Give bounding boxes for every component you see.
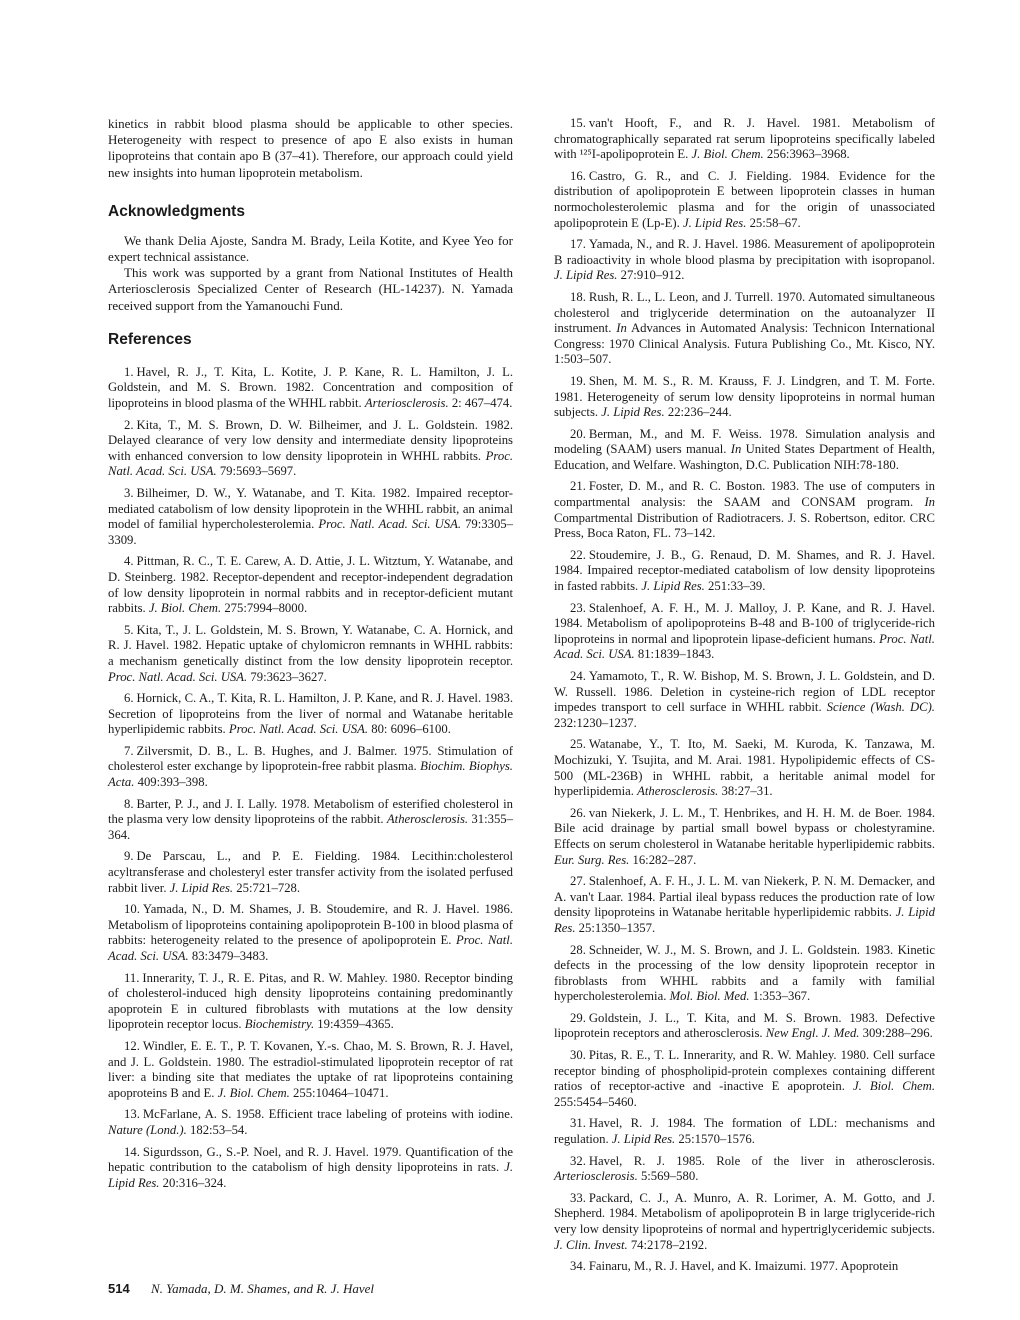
left-column — [108, 116, 513, 1197]
reference-item — [108, 1145, 513, 1192]
reference-text: Watanabe, Y., T. Ito, M. Saeki, M. Kuroda, K. Tanzawa, M. Mochizuki, Y. Tsujita, and M. Arai. 1981. Hypolipidemic effects of CS-500 (ML-236B) in WHHL rabbit, a heritable animal model for hyperlipidemia. — [554, 737, 935, 799]
reference-number: 16. — [570, 168, 586, 183]
reference-number: 12. — [124, 1038, 140, 1053]
reference-journal: Proc. Natl. Acad. Sci. USA. — [554, 631, 935, 662]
acknowledgments-paragraph-2: This work was supported by a grant from National Institutes of Health Arteriosclerosis Specialized Center of Research (HL-14237). N. Yamada received support from the Yamanouchi Fund. — [108, 265, 513, 313]
reference-number: 25. — [570, 737, 586, 752]
reference-journal: Proc. Natl. Acad. Sci. USA. — [108, 933, 513, 964]
reference-journal: Atherosclerosis. — [386, 812, 469, 827]
reference-citation: 19:4359–4365. — [317, 1017, 394, 1032]
reference-citation: 80: 6096–6100. — [371, 722, 451, 737]
running-authors: N. Yamada, D. M. Shames, and R. J. Havel — [150, 1281, 374, 1296]
reference-journal: New Engl. J. Med. — [765, 1026, 860, 1041]
reference-number: 19. — [570, 373, 586, 388]
reference-citation: 25:58–67. — [749, 215, 801, 230]
reference-number: 6. — [124, 691, 134, 706]
reference-number: 17. — [570, 237, 586, 252]
reference-citation: 256:3963–3968. — [766, 147, 850, 162]
reference-text: De Parscau, L., and P. E. Fielding. 1984. Lecithin:cholesterol acyltransferase and cholesteryl ester transfer activity from the isolated perfused rabbit liver. — [108, 849, 513, 895]
reference-text: Stoudemire, J. B., G. Renaud, D. M. Shames, and R. J. Havel. 1984. Impaired receptor-mediated catabolism of low density lipoproteins in fasted rabbits. — [554, 547, 935, 594]
reference-text: Fainaru, M., R. J. Havel, and K. Imaizumi. 1977. Apoprotein — [588, 1259, 899, 1274]
reference-number: 23. — [570, 600, 586, 615]
reference-text: Windler, E. E. T., P. T. Kovanen, Y.-s. Chao, M. S. Brown, R. J. Havel, and J. L. Goldstein. 1980. The estradiol-stimulated lipoprotein receptor of rat liver: a binding site that mediates the uptake of rat lipoproteins containing apoproteins B and E. — [108, 1038, 513, 1100]
reference-journal: Arteriosclerosis. — [364, 396, 449, 411]
reference-item — [554, 1259, 935, 1275]
reference-journal: Science (Wash. DC). — [826, 700, 935, 715]
reference-item — [108, 744, 513, 791]
reference-text: Goldstein, J. L., T. Kita, and M. S. Brown. 1983. Defective lipoprotein receptors and atherosclerosis. — [554, 1010, 935, 1041]
reference-text: Innerarity, T. J., R. E. Pitas, and R. W. Mahley. 1980. Receptor binding of cholesterol-induced high density lipoproteins containing predominantly apoprotein E in cultured fibroblasts with mutations at the low density lipoprotein receptor locus. — [108, 970, 513, 1032]
references-list-right — [554, 116, 935, 1275]
reference-item — [554, 806, 935, 868]
reference-number: 5. — [124, 622, 134, 637]
reference-number: 29. — [570, 1010, 586, 1025]
reference-number: 21. — [570, 479, 586, 494]
intro-paragraph: kinetics in rabbit blood plasma should be applicable to other species. Heterogeneity with respect to presence of apo E also exists in human lipoproteins that contain apo B (37–41). Therefore, our approach could yield new insights into human lipoprotein metabolism. — [108, 116, 513, 180]
reference-citation: 25:1570–1576. — [678, 1132, 755, 1147]
reference-citation: 79:3623–3627. — [250, 669, 327, 684]
reference-item — [108, 691, 513, 738]
reference-number: 26. — [570, 805, 586, 820]
reference-text: Havel, R. J. 1985. Role of the liver in atherosclerosis. — [588, 1153, 935, 1168]
reference-citation: 27:910–912. — [620, 268, 685, 283]
reference-item — [108, 365, 513, 412]
reference-item — [108, 797, 513, 844]
reference-item — [554, 290, 935, 368]
reference-citation: 20:316–324. — [162, 1175, 227, 1190]
reference-citation: 1:353–367. — [752, 989, 811, 1004]
reference-citation: 251:33–39. — [708, 579, 766, 594]
reference-item — [108, 623, 513, 685]
reference-item — [108, 849, 513, 896]
reference-citation: 5:569–580. — [640, 1169, 699, 1184]
reference-journal: J. Lipid Res. — [601, 405, 665, 420]
reference-text: van't Hooft, F., and R. J. Havel. 1981. Metabolism of chromatographically separated rat serum lipoproteins specifically labeled with ¹²⁵I-apolipoprotein E. — [554, 116, 935, 162]
reference-text: Kita, T., J. L. Goldstein, M. S. Brown, Y. Watanabe, C. A. Hornick, and R. J. Havel. 1982. Hepatic uptake of chylomicron remnants in WHHL rabbits: a mechanism genetically distinct from the low density lipoprotein receptor. — [108, 622, 513, 668]
reference-number: 20. — [570, 426, 586, 441]
reference-item — [108, 486, 513, 548]
reference-citation: 25:721–728. — [236, 880, 301, 895]
reference-text: Berman, M., and M. F. Weiss. 1978. Simulation analysis and modeling (SAAM) users manual. — [554, 426, 935, 457]
reference-text: Yamada, N., D. M. Shames, J. B. Stoudemire, and R. J. Havel. 1986. Metabolism of lipoproteins containing apolipoprotein B-100 in blood plasma of rabbits: heterogeneity related to the presence of apolipoprotein E. — [108, 902, 513, 948]
reference-journal: J. Lipid Res. — [108, 1160, 513, 1190]
reference-journal: J. Biol. Chem. — [691, 147, 764, 162]
reference-item — [108, 971, 513, 1033]
reference-journal: In — [616, 321, 627, 336]
acknowledgments-paragraph-1: We thank Delia Ajoste, Sandra M. Brady, Leila Kotite, and Kyee Yeo for expert technical assistance. — [108, 232, 513, 265]
reference-text: Stalenhoef, A. F. H., M. J. Malloy, J. P. Kane, and R. J. Havel. 1984. Metabolism of apolipoproteins B-48 and B-100 of triglyceride-rich lipoproteins in normal and lipoprotein lipase-deficient humans. — [554, 600, 935, 646]
reference-number: 2. — [124, 417, 134, 432]
reference-number: 8. — [124, 796, 134, 811]
reference-item — [554, 1116, 935, 1147]
reference-item — [554, 943, 935, 1005]
reference-journal: J. Lipid Res. — [641, 579, 705, 594]
reference-number: 31. — [570, 1116, 586, 1131]
reference-journal: J. Lipid Res. — [611, 1132, 676, 1147]
reference-text: Sigurdsson, G., S.-P. Noel, and R. J. Havel. 1979. Quantification of the hepatic contribution to the catabolism of high density lipoproteins in rats. — [108, 1144, 513, 1175]
reference-journal: Biochim. Biophys. Acta. — [108, 759, 513, 790]
reference-citation: 16:282–287. — [632, 852, 697, 867]
reference-number: 7. — [124, 743, 134, 758]
reference-text: Pittman, R. C., T. E. Carew, A. D. Attie, J. L. Witztum, Y. Watanabe, and D. Steinberg. 1982. Receptor-dependent and receptor-independent degradation of low density lipoprotein in normal rabbits and in receptor-deficient mutant rabbits. — [108, 554, 513, 616]
reference-number: 28. — [570, 942, 586, 957]
reference-item — [554, 237, 935, 284]
reference-citation: United States Department of Health, Education, and Welfare. Washington, D.C. Publication NIH:78-180. — [554, 442, 935, 472]
reference-item — [108, 1107, 513, 1138]
reference-text: Rush, R. L., L. Leon, and J. Turrell. 1970. Automated simultaneous cholesterol and triglyceride determination on the autoanalyzer II instrument. — [554, 289, 935, 336]
acknowledgments-heading: Acknowledgments — [108, 202, 245, 220]
reference-item — [554, 669, 935, 731]
reference-citation: 79:5693–5697. — [219, 464, 297, 479]
reference-text: Pitas, R. E., T. L. Innerarity, and R. W. Mahley. 1980. Cell surface receptor binding of phospholipid-protein complexes containing different ratios of receptor-active and -inactive E apoprotein. — [554, 1048, 935, 1094]
reference-citation: 25:1350–1357. — [578, 920, 656, 935]
reference-text: Havel, R. J., T. Kita, L. Kotite, J. P. Kane, R. L. Hamilton, J. L. Goldstein, and M. S. Brown. 1982. Concentration and composition of lipoproteins in blood plasma of the WHHL rabbit. — [108, 364, 513, 411]
reference-citation: 409:393–398. — [137, 775, 208, 790]
reference-number: 11. — [124, 970, 140, 985]
reference-text: Stalenhoef, A. F. H., J. L. M. van Niekerk, P. N. M. Demacker, and A. van't Laar. 1984. Partial ileal bypass reduces the production rate of low density lipoproteins in Watanabe heritable hyperlipidemic rabbits. — [554, 874, 935, 920]
reference-item — [554, 548, 935, 595]
page-footer — [108, 1281, 374, 1297]
reference-item — [554, 374, 935, 421]
reference-number: 22. — [570, 547, 586, 562]
reference-journal: Eur. Surg. Res. — [554, 852, 630, 867]
reference-text: Yamada, N., and R. J. Havel. 1986. Measurement of apolipoprotein B radioactivity in whole blood plasma by precipitation with isopropanol. — [554, 237, 935, 267]
reference-journal: Mol. Biol. Med. — [669, 989, 750, 1004]
reference-text: Shen, M. M. S., R. M. Krauss, F. J. Lindgren, and T. M. Forte. 1981. Heterogeneity of serum low density lipoproteins in normal human subjects. — [554, 373, 935, 420]
reference-text: Barter, P. J., and J. I. Lally. 1978. Metabolism of esterified cholesterol in the plasma very low density lipoproteins of the rabbit. — [108, 796, 513, 827]
reference-item — [554, 427, 935, 474]
reference-journal: In — [730, 442, 742, 457]
reference-citation: 255:5454–5460. — [554, 1094, 637, 1109]
reference-citation: 83:3479–3483. — [191, 949, 269, 964]
reference-item — [554, 169, 935, 231]
reference-item — [108, 418, 513, 480]
reference-journal: Proc. Natl. Acad. Sci. USA. — [108, 669, 248, 684]
reference-citation: 31:355–364. — [108, 812, 513, 842]
reference-citation: 22:236–244. — [667, 405, 732, 420]
reference-citation: 275:7994–8000. — [224, 601, 308, 616]
reference-item — [554, 1048, 935, 1110]
reference-item — [554, 116, 935, 163]
reference-number: 10. — [124, 902, 140, 917]
reference-text: Yamamoto, T., R. W. Bishop, M. S. Brown, J. L. Goldstein, and D. W. Russell. 1986. Deletion in cysteine-rich region of LDL receptor impedes transport to cell surface in WHHL rabbit. — [554, 669, 935, 715]
reference-text: Zilversmit, D. B., L. B. Hughes, and J. Balmer. 1975. Stimulation of cholesterol ester exchange by lipoprotein-free rabbit plasma. — [108, 743, 513, 774]
reference-citation: 2: 467–474. — [451, 396, 513, 411]
reference-item — [554, 874, 935, 936]
reference-item — [554, 479, 935, 541]
reference-journal: J. Biol. Chem. — [217, 1085, 290, 1100]
right-column — [554, 116, 935, 1281]
references-list-left — [108, 365, 513, 1192]
reference-item — [108, 554, 513, 616]
reference-text: Havel, R. J. 1984. The formation of LDL: mechanisms and regulation. — [554, 1116, 935, 1147]
reference-number: 30. — [570, 1048, 586, 1063]
reference-journal: Proc. Natl. Acad. Sci. USA. — [318, 517, 462, 532]
reference-item — [554, 601, 935, 663]
reference-citation: 232:1230–1237. — [554, 715, 637, 730]
reference-number: 14. — [124, 1144, 140, 1159]
reference-citation: 309:288–296. — [862, 1026, 933, 1041]
reference-journal: Atherosclerosis. — [637, 784, 719, 799]
reference-text: Packard, C. J., A. Munro, A. R. Lorimer, A. M. Gotto, and J. Shepherd. 1984. Metabolism of apolipoprotein B in large triglyceride-rich very low density lipoproteins of normal and hypertriglyceridemic subjects. — [554, 1190, 935, 1236]
reference-journal: Arteriosclerosis. — [554, 1169, 638, 1184]
reference-item — [554, 737, 935, 799]
reference-text: Schneider, W. J., M. S. Brown, and J. L. Goldstein. 1983. Kinetic defects in the processing of the low density lipoprotein receptor in fibroblasts from WHHL rabbits and a family with familial hypercholesterolemia. — [554, 942, 935, 1004]
reference-journal: J. Biol. Chem. — [852, 1079, 936, 1094]
reference-number: 3. — [124, 485, 134, 500]
reference-text: van Niekerk, J. L. M., T. Henbrikes, and H. H. M. de Boer. 1984. Bile acid drainage by partial small bowel bypass or cholestyramine. Effects on serum cholesterol in Watanabe heritable hyperlipidemic rabbits. — [554, 805, 935, 851]
reference-item — [554, 1191, 935, 1253]
reference-journal: J. Lipid Res. — [682, 215, 747, 230]
page-number: 514 — [108, 1281, 130, 1296]
reference-number: 9. — [124, 849, 134, 864]
reference-item — [554, 1011, 935, 1042]
reference-citation: 79:3305–3309. — [108, 517, 513, 547]
reference-item — [108, 902, 513, 964]
reference-number: 27. — [570, 874, 586, 889]
reference-citation: 255:10464–10471. — [293, 1085, 389, 1100]
reference-number: 32. — [570, 1153, 586, 1168]
reference-number: 33. — [570, 1190, 586, 1205]
reference-journal: J. Lipid Res. — [554, 268, 618, 283]
reference-number: 34. — [570, 1259, 586, 1274]
reference-journal: Nature (Lond.). — [108, 1122, 187, 1137]
reference-text: Castro, G. R., and C. J. Fielding. 1984. Evidence for the distribution of apolipoprotein E between lipoprotein classes in human normocholesterolemic plasma and for the origin of unassociated apolipoprotein E (Lp-E). — [554, 168, 935, 230]
reference-journal: Proc. Natl. Acad. Sci. USA. — [108, 448, 514, 479]
reference-text: McFarlane, A. S. 1958. Efficient trace labeling of proteins with iodine. — [142, 1107, 513, 1122]
reference-text: Kita, T., M. S. Brown, D. W. Bilheimer, and J. L. Goldstein. 1982. Delayed clearance of very low density and intermediate density lipoproteins with enhanced conversion to low density lipoprotein in WHHL rabbits. — [108, 417, 513, 463]
reference-journal: In — [924, 495, 936, 510]
reference-citation: 38:27–31. — [721, 784, 773, 799]
reference-citation: 74:2178–2192. — [630, 1237, 708, 1252]
reference-citation: Advances in Automated Analysis: Technicon International Congress: 1970 Clinical Analysis. Futura Publishing Co., Mt. Kisco, NY. 1:503–507. — [554, 321, 936, 367]
reference-journal: J. Lipid Res. — [169, 880, 234, 895]
reference-text: Bilheimer, D. W., Y. Watanabe, and T. Kita. 1982. Impaired receptor-mediated catabolism of low density lipoprotein in the WHHL rabbit, an animal model of familial hypercholesterolemia. — [108, 485, 513, 532]
reference-item — [554, 1154, 935, 1185]
reference-citation: 81:1839–1843. — [637, 647, 715, 662]
reference-journal: J. Clin. Invest. — [554, 1237, 628, 1252]
reference-text: Foster, D. M., and R. C. Boston. 1983. The use of computers in compartmental analysis: the SAAM and CONSAM program. — [554, 479, 935, 510]
reference-item — [108, 1039, 513, 1101]
reference-text: Hornick, C. A., T. Kita, R. L. Hamilton, J. P. Kane, and R. J. Havel. 1983. Secretion of lipoproteins from the liver of normal and Watanabe heritable hyperlipidemic rabbits. — [108, 691, 513, 737]
reference-number: 24. — [570, 669, 586, 683]
reference-journal: Biochemistry. — [244, 1017, 315, 1032]
reference-number: 13. — [124, 1107, 140, 1122]
reference-number: 1. — [124, 364, 134, 379]
reference-journal: J. Biol. Chem. — [148, 601, 222, 616]
reference-journal: J. Lipid Res. — [554, 905, 936, 935]
reference-citation: Compartmental Distribution of Radiotracers. J. S. Robertson, editor. CRC Press, Boca Raton, FL. 73–142. — [554, 510, 935, 541]
reference-citation: 182:53–54. — [190, 1122, 248, 1137]
reference-number: 18. — [570, 289, 586, 304]
reference-number: 15. — [570, 116, 586, 130]
references-heading: References — [108, 330, 192, 348]
reference-journal: Proc. Natl. Acad. Sci. USA. — [228, 722, 369, 737]
reference-number: 4. — [124, 554, 134, 569]
